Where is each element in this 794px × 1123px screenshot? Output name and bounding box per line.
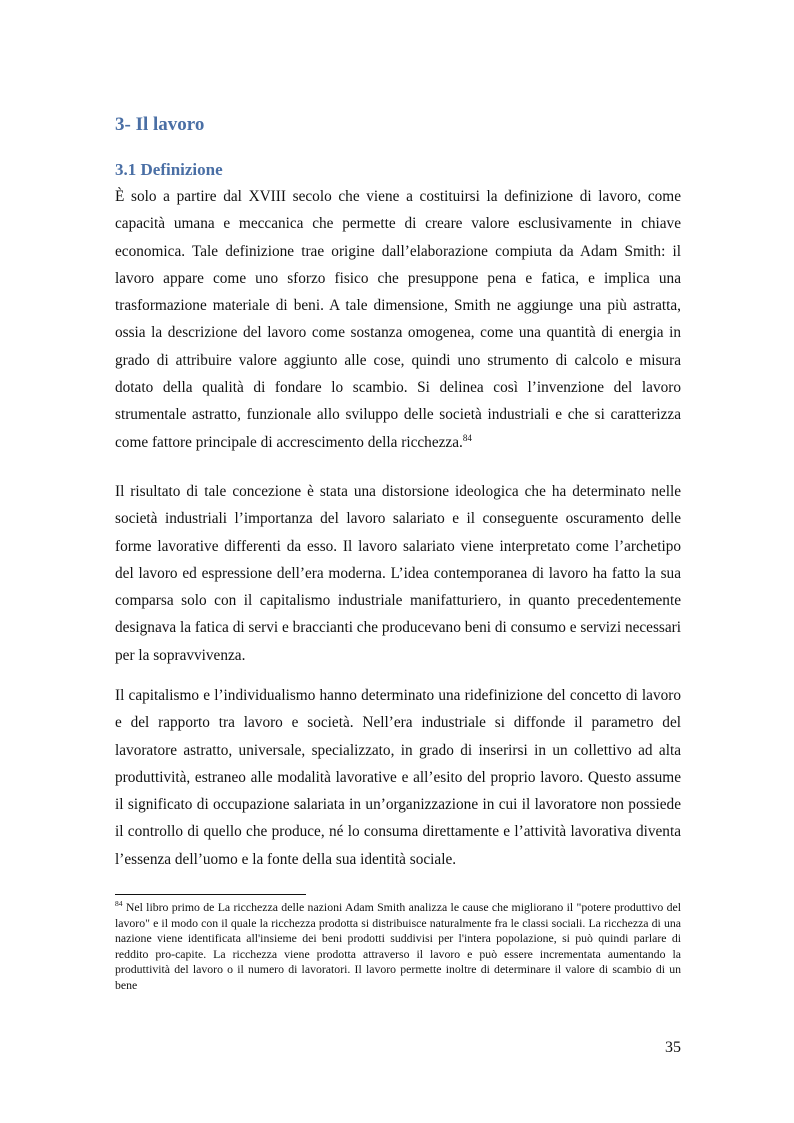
footnote-number: 84: [115, 899, 123, 909]
footnote-separator: [115, 894, 306, 895]
footnote-reference: 84: [462, 432, 472, 443]
paragraph-1: [115, 183, 681, 456]
paragraph-3: Il capitalismo e l’individualismo hanno determinato una ridefinizione del concetto di lavoro e del rapporto tra lavoro e società. Nell’era industriale si diffonde il parametro del lavoratore astratto, universale, specializzato, in grado di inserirsi in un collettivo ad alta produttività, estraneo alle modalità lavorative e all’esito del proprio lavoro. Questo assume il significato di occupazione salariata in un’organizzazione in cui il lavoratore non possiede il controllo di quello che produce, né lo consuma direttamente e l’attività lavorativa diventa l’essenza dell’uomo e la fonte della sua identità sociale.: [115, 687, 681, 868]
footnote-text: Nel libro primo de La ricchezza delle nazioni Adam Smith analizza le cause che migliorano il "potere produttivo del lavoro" e il modo con il quale la ricchezza prodotta si distribuisce naturalmente fra le classi sociali. La ricchezza di una nazione viene identificata all'insieme dei beni prodotti suddivisi per l'intera popolazione, si può quindi parlare di reddito pro-capite. La ricchezza viene prodotta attraverso il lavoro e può essere incrementata aumentando la produttività del lavoro o il numero di lavoratori. Il lavoro permette inoltre di determinare il valore di scambio di un bene: [115, 900, 681, 992]
page-number: 35: [665, 1039, 681, 1056]
paragraph-2: Il risultato di tale concezione è stata una distorsione ideologica che ha determinato nelle società industriali l’importanza del lavoro salariato e il conseguente oscuramento delle forme lavorative differenti da esso. Il lavoro salariato viene interpretato come l’archetipo del lavoro ed espressione dell’era moderna. L’idea contemporanea di lavoro ha fatto la sua comparsa solo con il capitalismo industriale manifatturiero, in quanto precedentemente designava la fatica di servi e braccianti che producevano beni di consumo e servizi necessari per la sopravvivenza.: [115, 483, 681, 664]
chapter-heading: 3- Il lavoro: [115, 114, 205, 135]
section-heading: 3.1 Definizione: [115, 160, 223, 179]
paragraph-1-text: È solo a partire dal XVIII secolo che viene a costituirsi la definizione di lavoro, come capacità umana e meccanica che permette di creare valore esclusivamente in chiave economica. Tale definizione trae origine dall’elaborazione compiuta da Adam Smith: il lavoro appare come uno sforzo fisico che presuppone pena e fatica, e implica una trasformazione materiale di beni. A tale dimensione, Smith ne aggiunge una più astratta, ossia la descrizione del lavoro come sostanza omogenea, come una quantità di energia in grado di attribuire valore aggiunto alle cose, quindi uno strumento di calcolo e misura dotato della qualità di fondare lo scambio. Si delinea così l’invenzione del lavoro strumentale astratto, funzionale allo sviluppo delle società industriali e che si caratterizza come fattore principale di accrescimento della ricchezza.: [115, 188, 681, 451]
document-page: [115, 0, 681, 1123]
footnote: [115, 900, 681, 994]
